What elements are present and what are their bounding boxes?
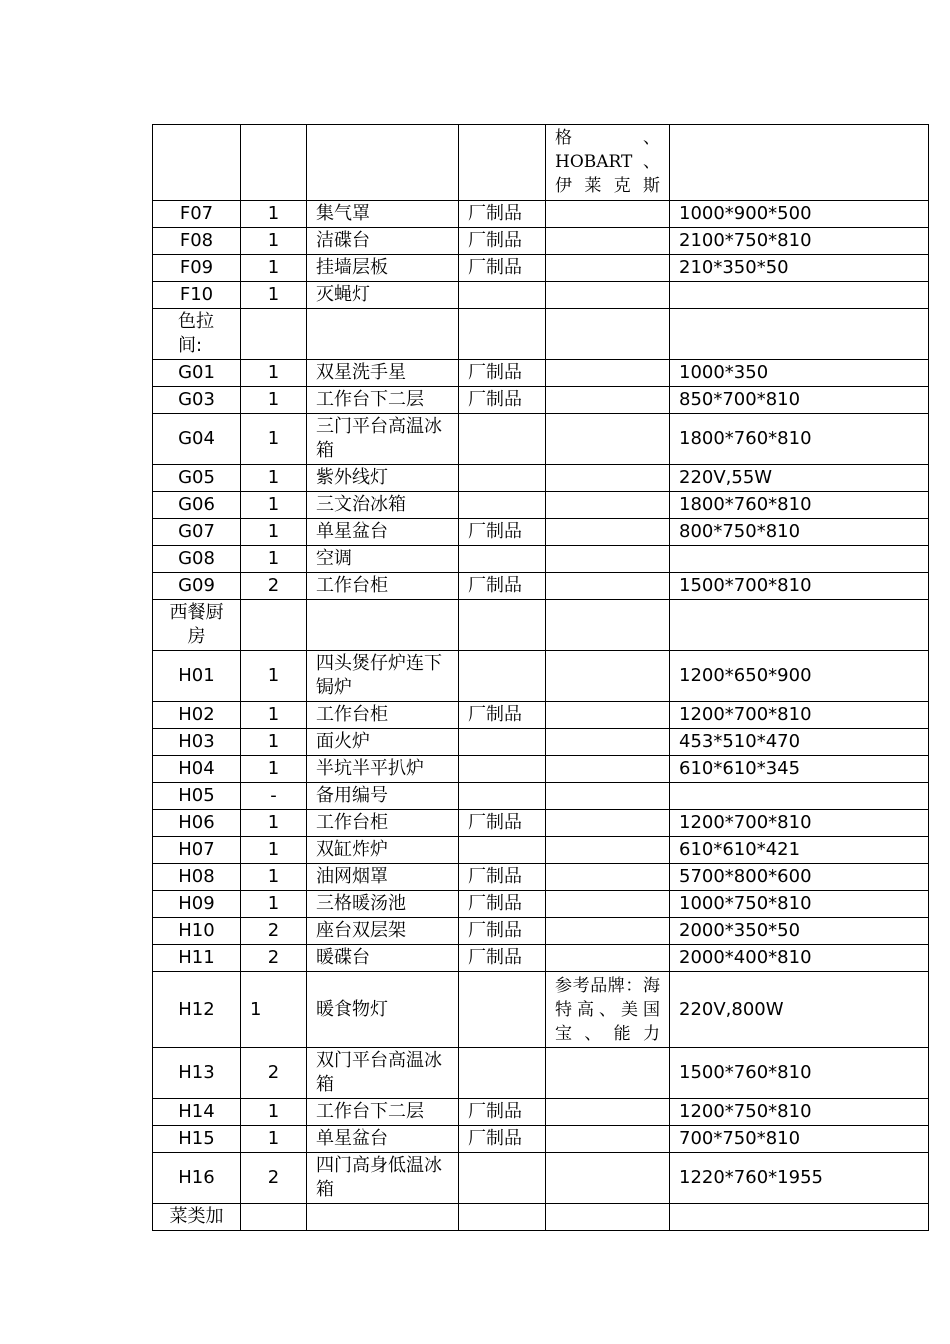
cell-note — [546, 918, 670, 945]
table-row — [153, 573, 929, 600]
cell-qty: 1 — [241, 492, 307, 519]
cell-spec — [670, 282, 929, 309]
cell-spec: 1200*700*810 — [670, 810, 929, 837]
cell-code: G03 — [153, 387, 241, 414]
cell-spec — [670, 546, 929, 573]
cell-type — [459, 1204, 546, 1231]
cell-spec: 220V,800W — [670, 972, 929, 1048]
cell-spec: 1500*700*810 — [670, 573, 929, 600]
cell-spec: 1200*650*900 — [670, 651, 929, 702]
cell-note — [546, 1048, 670, 1099]
table-row — [153, 228, 929, 255]
cell-note — [546, 600, 670, 651]
table-row — [153, 125, 929, 201]
table-row — [153, 519, 929, 546]
cell-note — [546, 573, 670, 600]
table-row — [153, 702, 929, 729]
cell-type: 厂制品 — [459, 945, 546, 972]
cell-type: 厂制品 — [459, 360, 546, 387]
cell-type — [459, 414, 546, 465]
cell-spec: 610*610*421 — [670, 837, 929, 864]
cell-code: F08 — [153, 228, 241, 255]
cell-code: H16 — [153, 1153, 241, 1204]
cell-name — [307, 309, 459, 360]
table-row — [153, 972, 929, 1048]
cell-qty: 2 — [241, 945, 307, 972]
cell-code: G04 — [153, 414, 241, 465]
table-row — [153, 1153, 929, 1204]
cell-note — [546, 651, 670, 702]
cell-name: 工作台下二层 — [307, 387, 459, 414]
cell-qty — [241, 600, 307, 651]
cell-qty: 2 — [241, 918, 307, 945]
cell-name: 座台双层架 — [307, 918, 459, 945]
cell-qty: 1 — [241, 360, 307, 387]
cell-code: H08 — [153, 864, 241, 891]
table-row — [153, 414, 929, 465]
cell-type — [459, 1048, 546, 1099]
table-row — [153, 945, 929, 972]
cell-spec — [670, 125, 929, 201]
cell-code: 菜类加 — [153, 1204, 241, 1231]
cell-name: 灭蝇灯 — [307, 282, 459, 309]
cell-type: 厂制品 — [459, 1126, 546, 1153]
cell-name: 暖食物灯 — [307, 972, 459, 1048]
table-row — [153, 201, 929, 228]
table-row — [153, 309, 929, 360]
cell-name — [307, 600, 459, 651]
table-row — [153, 492, 929, 519]
cell-type — [459, 972, 546, 1048]
cell-spec: 1500*760*810 — [670, 1048, 929, 1099]
cell-qty: 1 — [241, 414, 307, 465]
table-row — [153, 387, 929, 414]
cell-name: 三门平台高温冰箱 — [307, 414, 459, 465]
cell-name: 工作台柜 — [307, 810, 459, 837]
cell-type: 厂制品 — [459, 255, 546, 282]
cell-code: H01 — [153, 651, 241, 702]
cell-code: H04 — [153, 756, 241, 783]
cell-spec — [670, 1204, 929, 1231]
cell-code: 西餐厨房 — [153, 600, 241, 651]
cell-qty: 1 — [241, 837, 307, 864]
cell-type — [459, 309, 546, 360]
cell-note — [546, 891, 670, 918]
cell-code: H15 — [153, 1126, 241, 1153]
cell-note — [546, 810, 670, 837]
cell-name: 单星盆台 — [307, 1126, 459, 1153]
cell-qty: 1 — [241, 228, 307, 255]
table-row — [153, 783, 929, 810]
cell-note — [546, 1153, 670, 1204]
cell-qty: 1 — [241, 702, 307, 729]
cell-qty: - — [241, 783, 307, 810]
cell-type: 厂制品 — [459, 702, 546, 729]
cell-type — [459, 600, 546, 651]
cell-code: G07 — [153, 519, 241, 546]
cell-code: H13 — [153, 1048, 241, 1099]
cell-qty: 1 — [241, 1126, 307, 1153]
cell-type — [459, 729, 546, 756]
cell-qty: 2 — [241, 1048, 307, 1099]
cell-type: 厂制品 — [459, 201, 546, 228]
cell-qty — [241, 1204, 307, 1231]
cell-name: 洁碟台 — [307, 228, 459, 255]
cell-spec: 1200*700*810 — [670, 702, 929, 729]
cell-name: 集气罩 — [307, 201, 459, 228]
cell-name: 双缸炸炉 — [307, 837, 459, 864]
table-row — [153, 651, 929, 702]
table-row — [153, 546, 929, 573]
cell-type: 厂制品 — [459, 1099, 546, 1126]
cell-name: 单星盆台 — [307, 519, 459, 546]
cell-qty — [241, 309, 307, 360]
cell-qty: 2 — [241, 573, 307, 600]
cell-code: H11 — [153, 945, 241, 972]
cell-note — [546, 360, 670, 387]
cell-note — [546, 864, 670, 891]
cell-spec: 210*350*50 — [670, 255, 929, 282]
cell-note — [546, 519, 670, 546]
cell-note: 参考品牌：海特高、美国宝、能力 — [546, 972, 670, 1048]
cell-note — [546, 255, 670, 282]
cell-type: 厂制品 — [459, 891, 546, 918]
cell-spec: 2000*350*50 — [670, 918, 929, 945]
cell-code — [153, 125, 241, 201]
cell-name: 工作台下二层 — [307, 1099, 459, 1126]
table-row — [153, 1126, 929, 1153]
cell-code: H09 — [153, 891, 241, 918]
cell-name: 三格暖汤池 — [307, 891, 459, 918]
table-row — [153, 729, 929, 756]
cell-code: G05 — [153, 465, 241, 492]
cell-code: H12 — [153, 972, 241, 1048]
cell-code: H07 — [153, 837, 241, 864]
cell-name: 双星洗手星 — [307, 360, 459, 387]
cell-note — [546, 729, 670, 756]
table-row — [153, 1048, 929, 1099]
cell-code: H10 — [153, 918, 241, 945]
cell-qty: 1 — [241, 255, 307, 282]
cell-type — [459, 837, 546, 864]
cell-spec: 2100*750*810 — [670, 228, 929, 255]
cell-note — [546, 1204, 670, 1231]
equipment-table-body — [153, 125, 929, 1231]
cell-spec: 5700*800*600 — [670, 864, 929, 891]
cell-note — [546, 492, 670, 519]
cell-name: 工作台柜 — [307, 702, 459, 729]
cell-note — [546, 465, 670, 492]
cell-code: H02 — [153, 702, 241, 729]
cell-qty: 1 — [241, 201, 307, 228]
cell-name: 三文治冰箱 — [307, 492, 459, 519]
cell-note — [546, 546, 670, 573]
cell-type: 厂制品 — [459, 228, 546, 255]
cell-name: 四头煲仔炉连下锔炉 — [307, 651, 459, 702]
table-row — [153, 465, 929, 492]
table-row — [153, 918, 929, 945]
cell-type — [459, 465, 546, 492]
cell-type: 厂制品 — [459, 519, 546, 546]
cell-qty: 1 — [241, 651, 307, 702]
cell-type: 厂制品 — [459, 918, 546, 945]
cell-type — [459, 783, 546, 810]
cell-type — [459, 125, 546, 201]
cell-qty: 1 — [241, 387, 307, 414]
cell-code: H14 — [153, 1099, 241, 1126]
cell-type: 厂制品 — [459, 573, 546, 600]
table-row — [153, 756, 929, 783]
table-row — [153, 600, 929, 651]
cell-type — [459, 651, 546, 702]
cell-name: 工作台柜 — [307, 573, 459, 600]
cell-spec: 800*750*810 — [670, 519, 929, 546]
cell-name: 暖碟台 — [307, 945, 459, 972]
cell-qty: 1 — [241, 729, 307, 756]
cell-type: 厂制品 — [459, 864, 546, 891]
equipment-table — [152, 124, 929, 1231]
cell-qty: 1 — [241, 465, 307, 492]
cell-type — [459, 546, 546, 573]
cell-note — [546, 414, 670, 465]
cell-spec: 453*510*470 — [670, 729, 929, 756]
cell-name: 紫外线灯 — [307, 465, 459, 492]
cell-spec: 610*610*345 — [670, 756, 929, 783]
cell-qty: 1 — [241, 756, 307, 783]
cell-qty: 1 — [241, 972, 307, 1048]
cell-note — [546, 756, 670, 783]
cell-spec: 1000*900*500 — [670, 201, 929, 228]
cell-spec: 2000*400*810 — [670, 945, 929, 972]
cell-qty: 1 — [241, 1099, 307, 1126]
cell-spec: 1800*760*810 — [670, 492, 929, 519]
cell-spec: 1800*760*810 — [670, 414, 929, 465]
cell-name: 面火炉 — [307, 729, 459, 756]
cell-code: G08 — [153, 546, 241, 573]
cell-name: 半坑半平扒炉 — [307, 756, 459, 783]
cell-code: G06 — [153, 492, 241, 519]
cell-name: 四门高身低温冰箱 — [307, 1153, 459, 1204]
cell-code: F10 — [153, 282, 241, 309]
cell-name: 空调 — [307, 546, 459, 573]
cell-spec: 700*750*810 — [670, 1126, 929, 1153]
cell-note — [546, 702, 670, 729]
cell-note — [546, 282, 670, 309]
cell-code: H05 — [153, 783, 241, 810]
cell-name: 备用编号 — [307, 783, 459, 810]
table-row — [153, 1099, 929, 1126]
cell-name: 双门平台高温冰箱 — [307, 1048, 459, 1099]
cell-qty: 1 — [241, 519, 307, 546]
cell-type — [459, 1153, 546, 1204]
cell-spec: 1000*750*810 — [670, 891, 929, 918]
cell-code: F07 — [153, 201, 241, 228]
table-row — [153, 282, 929, 309]
cell-code: H03 — [153, 729, 241, 756]
cell-type: 厂制品 — [459, 810, 546, 837]
cell-qty: 1 — [241, 864, 307, 891]
cell-code: 色拉间: — [153, 309, 241, 360]
cell-name: 油网烟罩 — [307, 864, 459, 891]
table-row — [153, 360, 929, 387]
cell-note — [546, 945, 670, 972]
cell-name: 挂墙层板 — [307, 255, 459, 282]
cell-note: 格、HOBART、伊莱克斯 — [546, 125, 670, 201]
cell-spec: 1220*760*1955 — [670, 1153, 929, 1204]
cell-spec — [670, 309, 929, 360]
table-row — [153, 1204, 929, 1231]
cell-code: G09 — [153, 573, 241, 600]
cell-code: G01 — [153, 360, 241, 387]
cell-qty: 1 — [241, 282, 307, 309]
table-row — [153, 864, 929, 891]
cell-note — [546, 1099, 670, 1126]
cell-name — [307, 1204, 459, 1231]
cell-spec: 850*700*810 — [670, 387, 929, 414]
cell-qty: 2 — [241, 1153, 307, 1204]
cell-note — [546, 387, 670, 414]
cell-type — [459, 282, 546, 309]
cell-note — [546, 309, 670, 360]
table-row — [153, 891, 929, 918]
cell-note — [546, 1126, 670, 1153]
cell-type — [459, 492, 546, 519]
cell-code: F09 — [153, 255, 241, 282]
cell-type — [459, 756, 546, 783]
cell-spec: 1200*750*810 — [670, 1099, 929, 1126]
cell-code: H06 — [153, 810, 241, 837]
cell-note — [546, 837, 670, 864]
cell-spec: 1000*350 — [670, 360, 929, 387]
cell-qty — [241, 125, 307, 201]
cell-note — [546, 783, 670, 810]
cell-note — [546, 228, 670, 255]
cell-spec: 220V,55W — [670, 465, 929, 492]
cell-note — [546, 201, 670, 228]
table-row — [153, 255, 929, 282]
cell-qty: 1 — [241, 891, 307, 918]
cell-type: 厂制品 — [459, 387, 546, 414]
cell-spec — [670, 600, 929, 651]
table-row — [153, 810, 929, 837]
table-row — [153, 837, 929, 864]
cell-spec — [670, 783, 929, 810]
cell-qty: 1 — [241, 546, 307, 573]
cell-qty: 1 — [241, 810, 307, 837]
cell-name — [307, 125, 459, 201]
